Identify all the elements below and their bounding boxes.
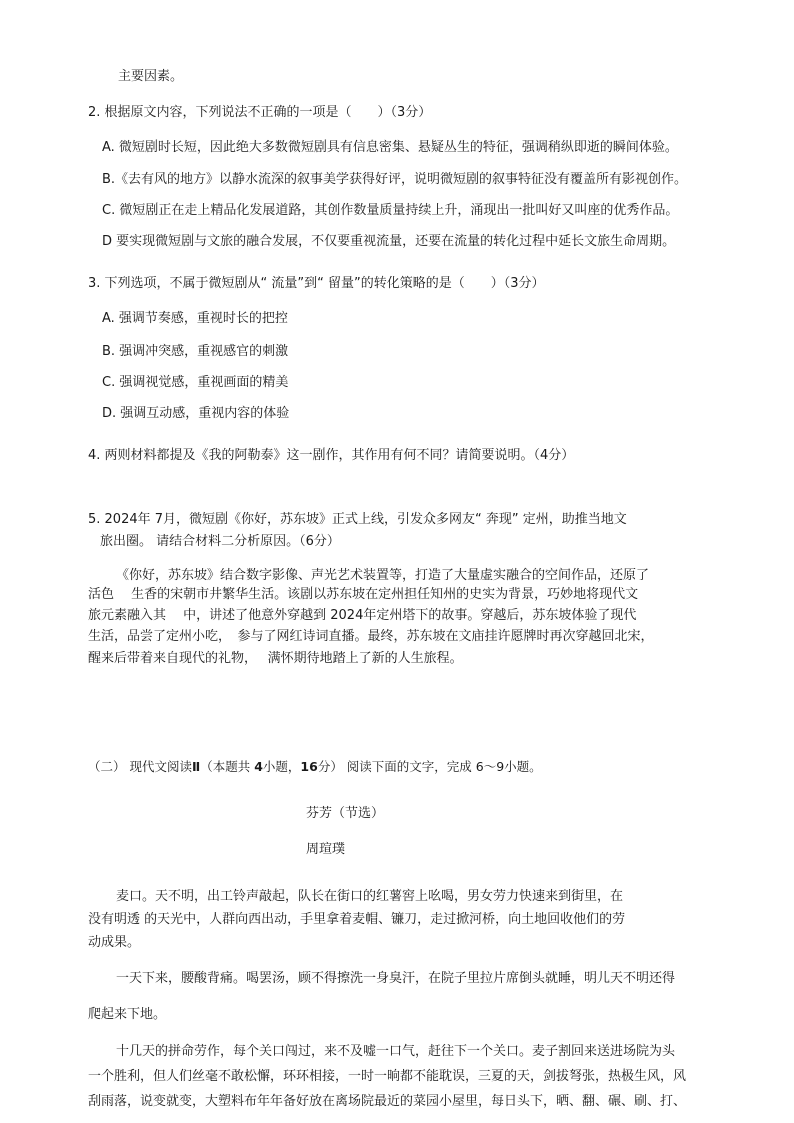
article-paragraph-2-line-1: 一天下来，腰酸背痛。喝罢汤，顾不得擦洗一身臭汗，在院子里拉片席倒头就睡，明儿天不明还得 — [116, 971, 676, 986]
question-2-option-b: B.《去有风的地方》以静水流深的叙事美学获得好评，说明微短剧的叙事特征没有覆盖所有影视创作。 — [102, 172, 688, 187]
section-2-suffix: 分） 阅读下面的文字，完成 6～9小题。 — [317, 759, 542, 774]
article-paragraph-3-line-2: 一个胜利，但人们丝毫不敢松懈，环环相接，一时一晌都不能耽误，三夏的天，剑拔弩张，热极生风，风 — [88, 1069, 687, 1084]
article-paragraph-2-line-2: 爬起来下地。 — [88, 1007, 167, 1022]
article-paragraph-1-line-2: 没有明透 的天光中，人群向西出动，手里拿着麦帽、镰刀，走过掀河桥，向土地回收他们的劳 — [88, 912, 626, 927]
question-3-option-d: D. 强调互动感，重视内容的体验 — [102, 406, 290, 421]
passage-line-4: 生活，品尝了定州小吃， 参与了网红诗词直播。最终，苏东坡在文庙挂许愿牌时再次穿越回北宋， — [88, 629, 654, 644]
question-2-option-d: D 要实现微短剧与文旅的融合发展，不仅要重视流量，还要在流量的转化过程中延长文旅生命周期。 — [102, 234, 676, 249]
article-paragraph-3-line-3: 刮雨落，说变就变，大塑料布年年备好放在离场院最近的菜园小屋里，每日头下，晒、翻、碾、刷、打、 — [88, 1094, 687, 1109]
article-author: 周瑄璞 — [306, 842, 346, 857]
article-paragraph-1-line-3: 动成果。 — [88, 935, 141, 950]
question-5-line-2: 旅出圈。 请结合材料二分析原因。（6分） — [100, 534, 340, 549]
section-2-roman: Ⅱ — [191, 759, 201, 774]
question-3-stem: 3. 下列选项，不属于微短剧从“ 流量”到“ 留量”的转化策略的是（ ）（3分） — [88, 276, 545, 291]
article-paragraph-3-line-1: 十几天的拼命劳作，每个关口闯过，来不及嘘一口气，赶往下一个关口。麦子割回来送进场院为头 — [116, 1044, 676, 1059]
question-2-stem: 2. 根据原文内容，下列说法不正确的一项是（ ）（3分） — [88, 105, 432, 120]
question-5-line-1: 5. 2024年 7月，微短剧《你好，苏东坡》正式上线，引发众多网友“ 奔现” 定州，助推当地文 — [88, 512, 627, 527]
question-3-option-c: C. 强调视觉感，重视画面的精美 — [102, 375, 289, 390]
passage-line-1: 《你好，苏东坡》结合数字影像、声光艺术装置等，打造了大量虚实融合的空间作品，还原了 — [116, 568, 650, 583]
section-2-points: 16 — [300, 759, 318, 774]
passage-line-3: 旅元素融入其 中，讲述了他意外穿越到 2024年定州塔下的故事。穿越后，苏东坡体验了现代 — [88, 608, 637, 623]
question-2-option-c: C. 微短剧正在走上精品化发展道路，其创作数量质量持续上升，涌现出一批叫好又叫座的优秀作品。 — [102, 203, 679, 218]
section-2-mid-2: 小题， — [262, 759, 301, 774]
passage-line-5: 醒来后带着来自现代的礼物， 满怀期待地踏上了新的人生旅程。 — [88, 651, 463, 666]
question-3-option-a: A. 强调节奏感，重视时长的把控 — [102, 311, 288, 326]
article-title: 芬芳（节选） — [306, 806, 385, 821]
q1-tail-text: 主要因素。 — [118, 69, 184, 84]
section-2-heading — [88, 758, 542, 776]
section-2-mid-1: （本题共 — [200, 759, 255, 774]
section-2-prefix: （二） 现代文阅读 — [88, 759, 192, 774]
question-4: 4. 两则材料都提及《我的阿勒泰》这一剧作，其作用有何不同？请简要说明。（4分） — [88, 448, 575, 463]
passage-line-2: 活色 生香的宋朝市井繁华生活。该剧以苏东坡在定州担任知州的史实为背景，巧妙地将现代文 — [88, 587, 639, 602]
question-2-option-a: A. 微短剧时长短，因此绝大多数微短剧具有信息密集、悬疑丛生的特征，强调稍纵即逝的瞬间体验。 — [102, 140, 678, 155]
article-paragraph-1-line-1: 麦口。天不明，出工铃声敲起，队长在街口的红薯窖上吆喝，男女劳力快速来到街里，在 — [116, 889, 624, 904]
section-2-count: 4 — [254, 759, 263, 774]
question-3-option-b: B. 强调冲突感，重视感官的刺激 — [102, 344, 289, 359]
